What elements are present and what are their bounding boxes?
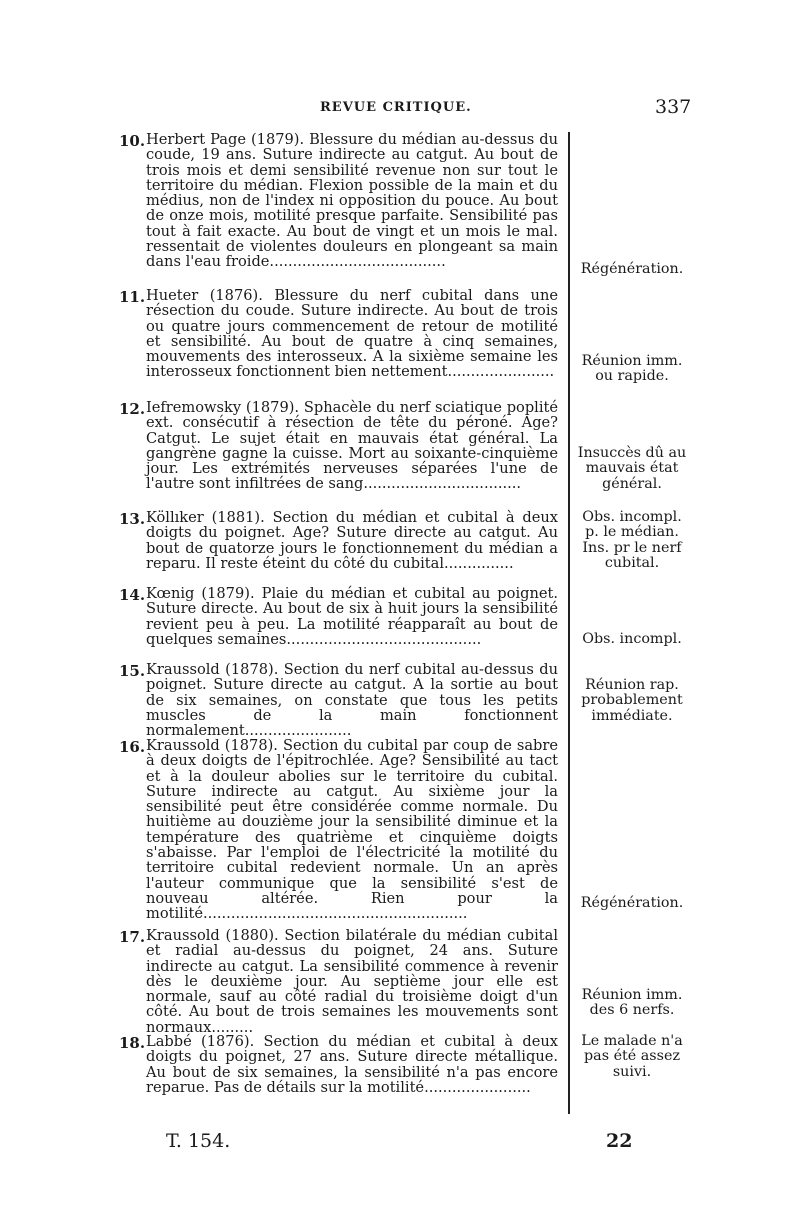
case-result: Régénération. xyxy=(580,261,684,277)
sheet-number: 22 xyxy=(606,1130,633,1152)
case-result: Le malade n'a pas été assez suivi. xyxy=(581,1033,683,1080)
case-result: Réunion imm. ou rapide. xyxy=(581,353,683,385)
case-result: Régénération. xyxy=(580,895,684,911)
page-number: 337 xyxy=(655,96,692,118)
case-text: Hueter (1876). Blessure du nerf cubital dans une résection du coude. Suture indirecte. Au bout de trois ou quatre jours commencement de retour de motilité et sensibilité. Au bout de quatre à cinq semaines, mouvements des interosseux. A la sixième semaine les interosseux fonctionnent bien nettement....................... xyxy=(146,287,558,381)
case-number: 18. xyxy=(119,1034,146,1052)
running-header xyxy=(0,96,800,120)
column-divider xyxy=(568,132,570,1114)
case-result: Insuccès dû au mauvais état général. xyxy=(577,445,687,492)
case-number: 12. xyxy=(119,400,146,418)
case-number: 16. xyxy=(119,738,146,756)
case-text: Herbert Page (1879). Blessure du médian au-dessus du coude, 19 ans. Suture indirecte au catgut. Au bout de trois mois et demi sensibilité revenue non sur tout le territoire du médian. Flexion possible de la main et du médius, non de l'index ni opposition du pouce. Au bout de onze mois, motilité presque parfaite. Sensibilité pas tout à fait exacte. Au bout de vingt et un mois le mal. ressentait de violentes douleurs en plongeant sa main dans l'eau froide...................................... xyxy=(146,131,558,271)
case-number: 10. xyxy=(119,132,146,150)
header-title: REVUE CRITIQUE. xyxy=(320,100,472,115)
case-text: Kraussold (1878). Section du nerf cubital au-dessus du poignet. Suture directe au catgut. A la sortie au bout de six semaines, on constate que tous les petits muscles de la main fonctionnent normalement....................... xyxy=(146,661,558,740)
case-result: Réunion rap. probablement immédiate. xyxy=(581,677,683,724)
volume-signature: T. 154. xyxy=(166,1130,231,1152)
case-number: 13. xyxy=(119,510,146,528)
case-number: 15. xyxy=(119,662,146,680)
case-number: 17. xyxy=(119,928,146,946)
case-result: Réunion imm. des 6 nerfs. xyxy=(581,987,683,1019)
case-text: Kraussold (1878). Section du cubital par coup de sabre à deux doigts de l'épitrochlée. Age? Sensibilité au tact et à la douleur abolies sur le territoire du cubital. Suture indirecte au catgut. Au sixième jour la sensibilité peut être considérée comme normale. Du huitième au douzième jour la sensibilité diminue et la température des quatrième et cinquième doigts s'abaisse. Par l'emploi de l'électricité la motilité du territoire cubital redevient normale. Un an après l'auteur communique que la sensibilité s'est de nouveau altérée. Rien pour la motilité......................................................... xyxy=(146,737,558,923)
page-footer xyxy=(0,1130,800,1160)
case-number: 11. xyxy=(119,288,146,306)
case-text: Köllıker (1881). Section du médian et cubital à deux doigts du poignet. Age? Suture directe au catgut. Au bout de quatorze jours le fonctionnement du médian a reparu. Il reste éteint du côté du cubital............... xyxy=(146,509,558,572)
case-text: Kœnig (1879). Plaie du médian et cubital au poignet. Suture directe. Au bout de six à huit jours la sensibilité revient peu à peu. La motilité réapparaît au bout de quelques semaines.......................................... xyxy=(146,585,558,648)
case-result: Obs. incompl. p. le médian. Ins. pr le nerf cubital. xyxy=(582,509,682,571)
case-text: Iefremowsky (1879). Sphacèle du nerf sciatique poplité ext. consécutif à résection de tête du péroné. Age? Catgut. Le sujet était en mauvais état général. La gangrène gagne la cuisse. Mort au soixante-cinquième jour. Les extrémités nerveuses séparées l'une de l'autre sont infiltrées de sang.................................. xyxy=(146,399,558,493)
case-number: 14. xyxy=(119,586,146,604)
case-result: Obs. incompl. xyxy=(582,631,682,647)
case-text: Labbé (1876). Section du médian et cubital à deux doigts du poignet, 27 ans. Suture directe métallique. Au bout de six semaines, la sensibilité n'a pas encore reparue. Pas de détails sur la motilité....................... xyxy=(146,1033,558,1096)
case-text: Kraussold (1880). Section bilatérale du médian cubital et radial au-dessus du poignet, 24 ans. Suture indirecte au catgut. La sensibilité commence à revenir dès le deuxième jour. Au septième jour elle est normale, sauf au côté radial du troisième doigt d'un côté. Au bout de trois semaines les mouvements sont normaux......... xyxy=(146,927,558,1036)
